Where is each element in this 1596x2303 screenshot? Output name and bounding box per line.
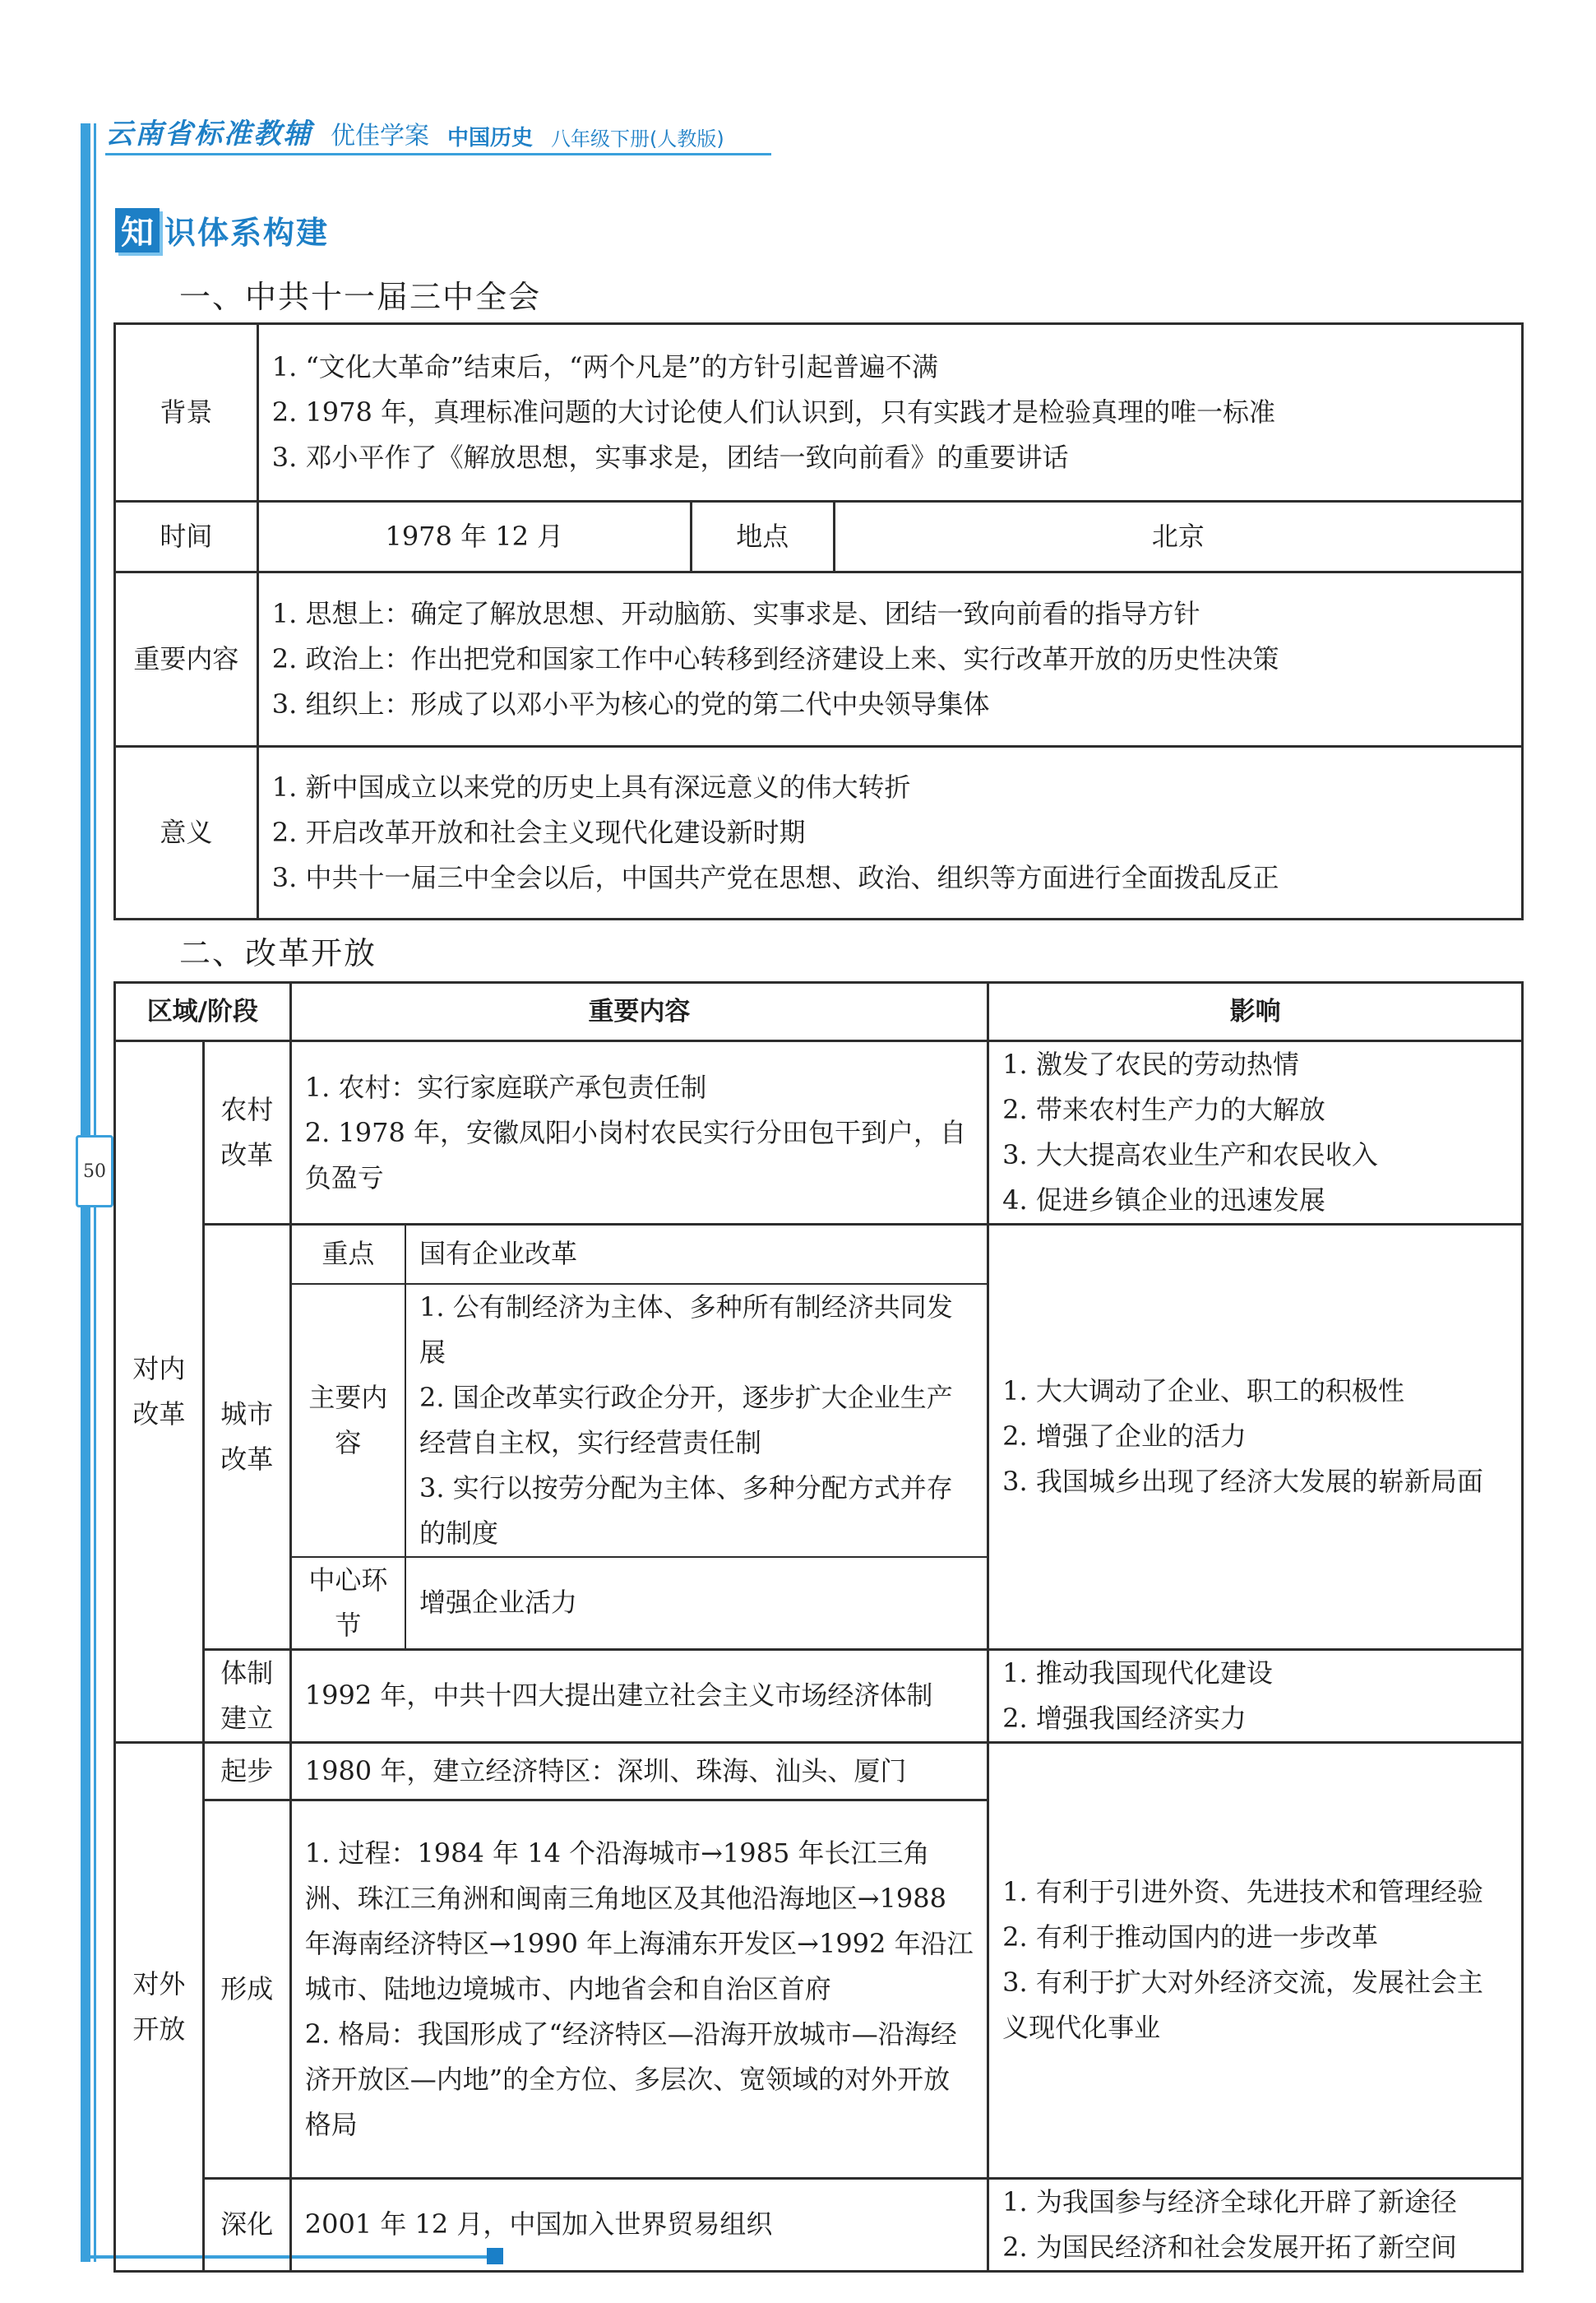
time-label: 时间 <box>115 502 258 572</box>
formation-label: 形成 <box>203 1800 290 2178</box>
deepen-label: 深化 <box>203 2178 290 2271</box>
col-header-impact: 影响 <box>988 983 1523 1041</box>
list-item: 2. 1978 年，真理标准问题的大讨论使人们认识到，只有实践才是检验真理的唯一标准 <box>271 396 1276 428</box>
list-item: 2. 1978 年，安徽凤阳小岗村农民实行分田包干到户，自负盈亏 <box>304 1116 967 1193</box>
urban-label: 城市改革 <box>203 1225 290 1650</box>
col-header-region: 区域/阶段 <box>115 983 291 1041</box>
system-content: 1992 年，中共十四大提出建立社会主义市场经济体制 <box>290 1649 988 1742</box>
list-item: 1. 公有制经济为主体、多种所有制经济共同发展 <box>419 1291 953 1368</box>
formation-content <box>290 1800 988 2178</box>
list-item: 3. 我国城乡出现了经济大发展的崭新局面 <box>1002 1466 1483 1498</box>
system-label: 体制建立 <box>203 1649 290 1742</box>
list-item: 3. 中共十一届三中全会以后，中国共产党在思想、政治、组织等方面进行全面拨乱反正 <box>271 862 1279 893</box>
table-row <box>115 1742 1523 1800</box>
start-label: 起步 <box>203 1742 290 1800</box>
time-value: 1978 年 12 月 <box>257 502 691 572</box>
list-item: 1. 有利于引进外资、先进技术和管理经验 <box>1002 1876 1483 1907</box>
table-row <box>115 1225 1523 1284</box>
significance-lines <box>257 747 1522 920</box>
table-row <box>115 1041 1523 1225</box>
list-item: 3. 有利于扩大对外经济交流，发展社会主义现代化事业 <box>1002 1967 1483 2043</box>
deepen-impact <box>988 2178 1523 2271</box>
urban-impact <box>988 1225 1523 1650</box>
list-item: 2. 增强我国经济实力 <box>1002 1702 1247 1734</box>
content-label: 重要内容 <box>115 572 258 747</box>
part2-heading: 二、改革开放 <box>179 935 377 971</box>
domestic-label: 对内改革 <box>115 1041 204 1743</box>
place-value: 北京 <box>834 502 1522 572</box>
list-item: 1. 过程：1984 年 14 个沿海城市→1985 年长江三角洲、珠江三角洲和闽南三角地区及其他沿海地区→1988 年海南经济特区→1990 年上海浦东开发区→1992 年沿江城市、陆地边境城市、内地省会和自治区首府 <box>304 1837 974 2004</box>
table-header-row <box>115 983 1523 1041</box>
urban-focus-label: 重点 <box>290 1225 405 1284</box>
plenum-table <box>113 322 1524 920</box>
section-title <box>115 207 329 253</box>
list-item: 1. 农村：实行家庭联产承包责任制 <box>304 1071 707 1103</box>
urban-core: 增强企业活力 <box>405 1557 988 1650</box>
table-row <box>115 324 1523 502</box>
part1-heading: 一、中共十一届三中全会 <box>179 279 542 315</box>
list-item: 3. 实行以按劳分配为主体、多种分配方式并存的制度 <box>419 1471 953 1549</box>
list-item: 1. 为我国参与经济全球化开辟了新途径 <box>1002 2185 1457 2217</box>
list-item: 2. 格局：我国形成了“经济特区—沿海开放城市—沿海经济开放区—内地”的全方位、多层次、宽领域的对外开放格局 <box>304 2018 957 2140</box>
header-subject: 中国历史 <box>447 126 534 151</box>
list-item: 2. 国企改革实行政企分开，逐步扩大企业生产经营自主权，实行经营责任制 <box>419 1381 953 1458</box>
urban-focus: 国有企业改革 <box>405 1225 988 1284</box>
urban-main <box>405 1284 988 1557</box>
rural-label: 农村改革 <box>203 1041 290 1225</box>
list-item: 3. 邓小平作了《解放思想，实事求是，团结一致向前看》的重要讲话 <box>271 442 1069 473</box>
list-item: 1. 思想上：确定了解放思想、开动脑筋、实事求是、团结一致向前看的指导方针 <box>271 598 1200 629</box>
background-content <box>257 324 1522 502</box>
list-item: 1. 新中国成立以来党的历史上具有深远意义的伟大转折 <box>271 772 911 803</box>
table-row <box>115 502 1523 572</box>
list-item: 2. 增强了企业的活力 <box>1002 1420 1247 1453</box>
list-item: 1. 大大调动了企业、职工的积极性 <box>1002 1375 1404 1407</box>
list-item: 3. 大大提高农业生产和农民收入 <box>1002 1139 1378 1170</box>
list-item: 3. 组织上：形成了以邓小平为核心的党的第二代中央领导集体 <box>271 688 990 720</box>
rural-content <box>290 1041 988 1225</box>
start-content: 1980 年，建立经济特区：深圳、珠海、汕头、厦门 <box>290 1742 988 1800</box>
opening-label: 对外开放 <box>115 1742 204 2271</box>
section-badge: 知 <box>115 208 160 253</box>
urban-core-label: 中心环节 <box>290 1557 405 1650</box>
page-number: 50 <box>76 1135 113 1207</box>
significance-label: 意义 <box>115 747 258 920</box>
header-brand: 云南省标准教辅 <box>105 118 312 151</box>
urban-main-label: 主要内容 <box>290 1284 405 1557</box>
content-lines <box>257 572 1522 747</box>
list-item: 1. 激发了农民的劳动热情 <box>1002 1049 1299 1080</box>
header-rule <box>105 153 771 155</box>
opening-impact <box>988 1742 1523 2178</box>
list-item: 4. 促进乡镇企业的迅速发展 <box>1002 1184 1325 1216</box>
rural-impact <box>988 1041 1523 1225</box>
list-item: 2. 开启改革开放和社会主义现代化建设新时期 <box>271 817 806 848</box>
table-row <box>115 2178 1523 2271</box>
deepen-content: 2001 年 12 月，中国加入世界贸易组织 <box>290 2178 988 2271</box>
reform-table <box>113 981 1524 2273</box>
place-label: 地点 <box>691 502 834 572</box>
col-header-content: 重要内容 <box>290 983 988 1041</box>
list-item: 2. 带来农村生产力的大解放 <box>1002 1094 1325 1125</box>
table-row <box>115 572 1523 747</box>
system-impact <box>988 1649 1523 1742</box>
table-row <box>115 747 1523 920</box>
list-item: 2. 有利于推动国内的进一步改革 <box>1002 1921 1378 1953</box>
list-item: 2. 政治上：作出把党和国家工作中心转移到经济建设上来、实行改革开放的历史性决策 <box>271 643 1279 674</box>
table-row <box>115 1649 1523 1742</box>
page-header <box>105 102 724 151</box>
header-grade: 八年级下册(人教版) <box>551 127 724 151</box>
header-series: 优佳学案 <box>331 122 429 151</box>
background-label: 背景 <box>115 324 258 502</box>
list-item: 1. “文化大革命”结束后，“两个凡是”的方针引起普遍不满 <box>271 351 938 382</box>
section-title-text: 识体系构建 <box>164 215 330 251</box>
list-item: 2. 为国民经济和社会发展开拓了新空间 <box>1002 2231 1457 2263</box>
list-item: 1. 推动我国现代化建设 <box>1002 1657 1273 1689</box>
